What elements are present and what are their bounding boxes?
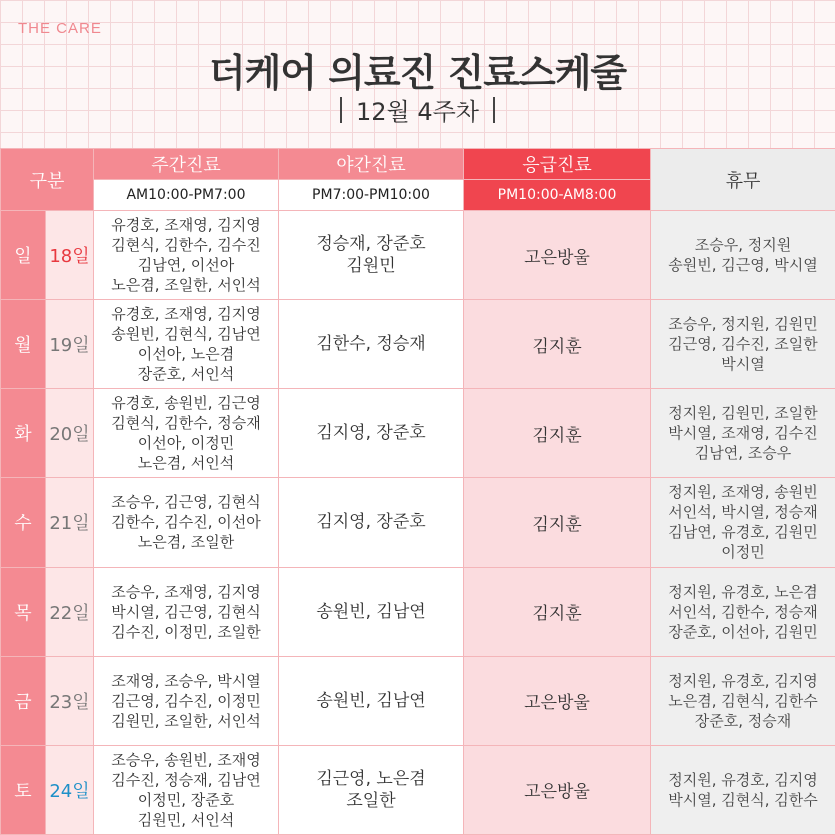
emergency-cell: 김지훈 <box>464 300 651 389</box>
subtitle-text: 12월 4주차 <box>356 98 479 126</box>
night-shift-names: 김지영, 장준호 <box>316 512 426 533</box>
schedule-row <box>1 745 835 834</box>
subtitle-right-bar <box>493 97 495 123</box>
page-subtitle <box>0 92 835 127</box>
brand-logo-text: THE CARE <box>18 20 102 37</box>
weekday-cell: 수 <box>1 478 46 567</box>
header-emergency: 응급진료 <box>464 149 651 180</box>
off-names: 김남연, 유경호, 김원민 <box>668 523 818 542</box>
night-shift-cell <box>279 745 464 834</box>
off-names: 송원빈, 김근영, 박시열 <box>668 256 818 275</box>
day-shift-names: 박시열, 김근영, 김현식 <box>111 602 261 621</box>
date-cell: 24일 <box>46 745 94 834</box>
day-shift-names: 김현식, 김한수, 정승재 <box>111 414 261 433</box>
night-shift-names: 조일한 <box>346 790 396 811</box>
schedule-row <box>1 211 835 300</box>
off-cell <box>651 211 835 300</box>
day-shift-names: 송원빈, 김현식, 김남연 <box>111 325 261 344</box>
off-cell <box>651 567 835 656</box>
night-shift-names: 김한수, 정승재 <box>316 334 426 355</box>
day-shift-names: 김수진, 정승재, 김남연 <box>111 770 261 789</box>
off-names: 김근영, 김수진, 조일한 <box>668 335 818 354</box>
night-shift-cell <box>279 300 464 389</box>
weekday-cell: 일 <box>1 211 46 300</box>
day-shift-names: 노은겸, 서인석 <box>137 454 235 473</box>
emergency-cell: 고은방울 <box>464 211 651 300</box>
day-shift-names: 김현식, 김한수, 김수진 <box>111 236 261 255</box>
night-shift-names: 김원민 <box>346 256 396 277</box>
day-shift-names: 유경호, 조재영, 김지영 <box>111 216 261 235</box>
off-names: 정지원, 유경호, 김지영 <box>668 770 818 789</box>
day-shift-names: 노은겸, 조일한, 서인석 <box>111 276 261 295</box>
day-shift-names: 김남연, 이선아 <box>137 256 235 275</box>
day-shift-cell <box>94 300 279 389</box>
off-names: 장준호, 정승재 <box>694 711 792 730</box>
off-cell <box>651 300 835 389</box>
off-names: 박시열, 김현식, 김한수 <box>668 790 818 809</box>
date-cell: 20일 <box>46 389 94 478</box>
day-shift-names: 김근영, 김수진, 이정민 <box>111 691 261 710</box>
night-shift-names: 김근영, 노은겸 <box>316 768 426 789</box>
day-shift-names: 김원민, 서인석 <box>137 810 235 829</box>
night-shift-cell <box>279 567 464 656</box>
day-shift-names: 김원민, 조일한, 서인석 <box>111 711 261 730</box>
header-emergency-time: PM10:00-AM8:00 <box>464 180 651 211</box>
off-names: 서인석, 박시열, 정승재 <box>668 503 818 522</box>
off-names: 서인석, 김한수, 정승재 <box>668 602 818 621</box>
day-shift-names: 이선아, 노은겸 <box>137 345 235 364</box>
night-shift-cell <box>279 211 464 300</box>
off-cell <box>651 745 835 834</box>
day-shift-names: 조승우, 조재영, 김지영 <box>111 582 261 601</box>
schedule-row <box>1 478 835 567</box>
schedule-table <box>0 148 835 835</box>
header-off: 휴무 <box>651 149 835 211</box>
day-shift-names: 유경호, 조재영, 김지영 <box>111 305 261 324</box>
day-shift-cell <box>94 211 279 300</box>
schedule-row <box>1 389 835 478</box>
date-cell: 18일 <box>46 211 94 300</box>
day-shift-cell <box>94 567 279 656</box>
day-shift-names: 조재영, 조승우, 박시열 <box>111 671 261 690</box>
off-names: 조승우, 정지원, 김원민 <box>668 315 818 334</box>
day-shift-names: 유경호, 송원빈, 김근영 <box>111 394 261 413</box>
day-shift-names: 김한수, 김수진, 이선아 <box>111 513 261 532</box>
day-shift-names: 조승우, 김근영, 김현식 <box>111 493 261 512</box>
date-cell: 22일 <box>46 567 94 656</box>
subtitle-left-bar <box>340 97 342 123</box>
off-names: 조승우, 정지원 <box>694 236 792 255</box>
night-shift-cell <box>279 478 464 567</box>
night-shift-cell <box>279 656 464 745</box>
date-cell: 19일 <box>46 300 94 389</box>
day-shift-names: 조승우, 송원빈, 조재영 <box>111 750 261 769</box>
header-night-shift: 야간진료 <box>279 149 464 180</box>
day-shift-names: 이정민, 장준호 <box>137 790 235 809</box>
page-title: 더케어 의료진 진료스케줄 <box>208 51 627 95</box>
day-shift-cell <box>94 745 279 834</box>
header-day-time: AM10:00-PM7:00 <box>94 180 279 211</box>
header-gubun: 구분 <box>1 149 94 211</box>
schedule-row <box>1 300 835 389</box>
day-shift-names: 노은겸, 조일한 <box>137 533 235 552</box>
off-names: 장준호, 이선아, 김원민 <box>668 622 818 641</box>
emergency-cell: 고은방울 <box>464 656 651 745</box>
day-shift-names: 장준호, 서인석 <box>137 365 235 384</box>
day-shift-cell <box>94 656 279 745</box>
off-cell <box>651 478 835 567</box>
off-names: 노은겸, 김현식, 김한수 <box>668 691 818 710</box>
off-names: 이정민 <box>721 543 765 562</box>
night-shift-names: 송원빈, 김남연 <box>316 690 426 711</box>
night-shift-cell <box>279 389 464 478</box>
off-cell <box>651 389 835 478</box>
schedule-row <box>1 656 835 745</box>
night-shift-names: 김지영, 장준호 <box>316 423 426 444</box>
emergency-cell: 고은방울 <box>464 745 651 834</box>
emergency-cell: 김지훈 <box>464 567 651 656</box>
day-shift-names: 이선아, 이정민 <box>137 434 235 453</box>
weekday-cell: 토 <box>1 745 46 834</box>
day-shift-names: 김수진, 이정민, 조일한 <box>111 622 261 641</box>
header-night-time: PM7:00-PM10:00 <box>279 180 464 211</box>
off-names: 정지원, 유경호, 김지영 <box>668 671 818 690</box>
weekday-cell: 월 <box>1 300 46 389</box>
night-shift-names: 정승재, 장준호 <box>316 234 426 255</box>
off-names: 박시열, 조재영, 김수진 <box>668 424 818 443</box>
emergency-cell: 김지훈 <box>464 478 651 567</box>
day-shift-cell <box>94 478 279 567</box>
date-cell: 23일 <box>46 656 94 745</box>
emergency-cell: 김지훈 <box>464 389 651 478</box>
schedule-body <box>1 211 835 835</box>
off-names: 정지원, 조재영, 송원빈 <box>668 483 818 502</box>
date-cell: 21일 <box>46 478 94 567</box>
off-cell <box>651 656 835 745</box>
schedule-row <box>1 567 835 656</box>
weekday-cell: 화 <box>1 389 46 478</box>
weekday-cell: 목 <box>1 567 46 656</box>
off-names: 김남연, 조승우 <box>694 444 792 463</box>
off-names: 박시열 <box>721 355 765 374</box>
weekday-cell: 금 <box>1 656 46 745</box>
off-names: 정지원, 김원민, 조일한 <box>668 404 818 423</box>
night-shift-names: 송원빈, 김남연 <box>316 601 426 622</box>
day-shift-cell <box>94 389 279 478</box>
off-names: 정지원, 유경호, 노은겸 <box>668 582 818 601</box>
header-day-shift: 주간진료 <box>94 149 279 180</box>
